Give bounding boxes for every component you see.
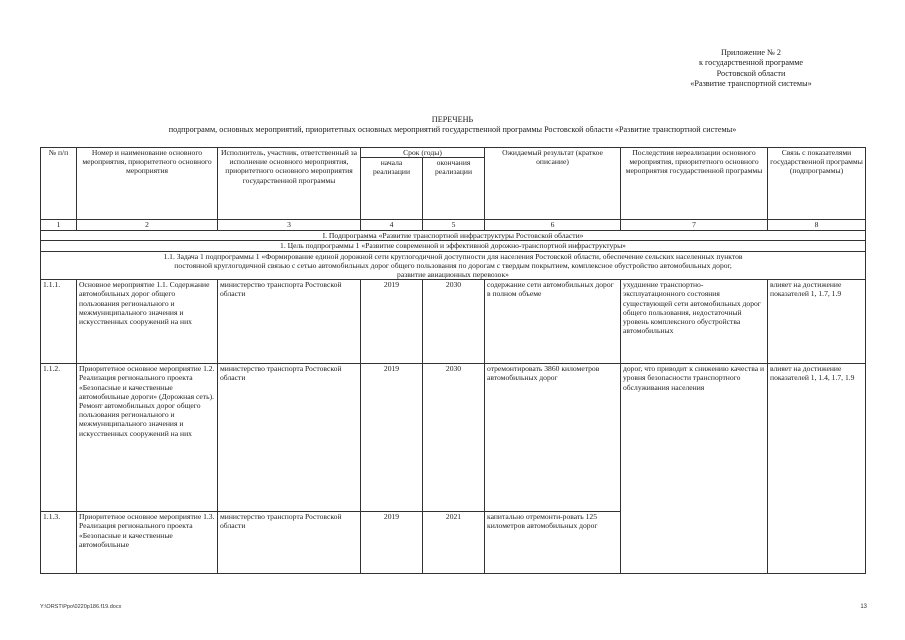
col-number: 2 [77,220,218,231]
row-num: 1.1.1. [41,280,77,364]
page-number: 13 [860,604,867,610]
document-title [40,115,865,135]
row-result: отремонтировать 3860 километров автомобильных дорог [485,364,621,512]
row-name: Приоритетное основное мероприятие 1.3. Реализация регионального проекта «Безопасные и качественные автомобильные [77,512,218,574]
row-consequence: ухудшение транспортно-эксплуатационного состояния существующей сети автомобильных дорог общего пользования, недостаточный уровень комплексного обустройства автомобильных [621,280,768,364]
header-num: № п/п [41,148,77,220]
header-consequence: Последствия нереализации основного мероприятия, приоритетного основного мероприятия государственной программы [621,148,768,220]
task-text: 1.1. Задача 1 подпрограммы 1 «Формирование единой дорожной сети круглогодичной доступности для населения Ростовской области, обеспечение сельских населенных пунктов постоянной круглогодичной связью с сетью автомобильных дорог общего пользования по дорогам с твердым покрытием, комплексное обустройство автомобильных дорог, развитие авиационных перевозок» [163,251,743,280]
header-term: Срок (годы) [361,148,485,158]
col-number: 8 [768,220,866,231]
row-start: 2019 [361,280,423,364]
appendix-line-4: «Развитие транспортной системы» [690,79,812,89]
appendix-line-1: Приложение № 2 [721,48,781,57]
measures-table [40,147,866,574]
row-end: 2021 [423,512,485,574]
title-heading: ПЕРЕЧЕНЬ [431,115,474,124]
row-executor: министерство транспорта Ростовской области [218,280,361,364]
table-row [41,280,866,364]
col-number: 4 [361,220,423,231]
row-result: капитально отремонти-ровать 125 километров автомобильных дорог [485,512,621,574]
header-end: окончания реализации [423,158,485,220]
subprogram-title: I. Подпрограмма «Развитие транспортной инфраструктуры Ростовской области» [41,231,866,241]
appendix-block [641,48,861,90]
subprogram-row [41,231,866,241]
header-row [41,148,866,158]
header-name: Номер и наименование основного мероприятия, приоритетного основного мероприятия [77,148,218,220]
col-number: 7 [621,220,768,231]
header-start: начала реализации [361,158,423,220]
goal-title: 1. Цель подпрограммы 1 «Развитие современной и эффективной дорожно-транспортной инфраструктуры» [41,241,866,251]
table-row [41,364,866,512]
row-end: 2030 [423,280,485,364]
row-consequence: дорог, что приводит к снижению качества и уровня безопасности транспортного обслуживания населения [621,364,768,574]
column-numbers-row [41,220,866,231]
row-result: содержание сети автомобильных дорог в полном объеме [485,280,621,364]
title-subheading: подпрограмм, основных мероприятий, приоритетных основных мероприятий государственной программы Ростовской области «Развитие транспортной системы» [168,125,737,134]
col-number: 3 [218,220,361,231]
row-name: Приоритетное основное мероприятие 1.2. Реализация регионального проекта «Безопасные и качественные автомобильные дороги» (Дорожная сеть). Ремонт автомобильных дорог общего пользования регионального и межмуниципального значения и искусственных сооружений на них [77,364,218,512]
header-link: Связь с показателями государственной программы (подпрограммы) [768,148,866,220]
row-executor: министерство транспорта Ростовской области [218,364,361,512]
task-row [41,251,866,280]
row-link: влияет на достижение показателей 1, 1.4, 1.7, 1.9 [768,364,866,574]
col-number: 6 [485,220,621,231]
col-number: 5 [423,220,485,231]
row-end: 2030 [423,364,485,512]
col-number: 1 [41,220,77,231]
header-executor: Исполнитель, участник, ответственный за исполнение основного мероприятия, приоритетного основного мероприятия государственной программы [218,148,361,220]
row-start: 2019 [361,364,423,512]
row-executor: министерство транспорта Ростовской области [218,512,361,574]
task-title [41,251,866,280]
goal-row [41,241,866,251]
header-result: Ожидаемый результат (краткое описание) [485,148,621,220]
row-name: Основное мероприятие 1.1. Содержание автомобильных дорог общего пользования регионального и межмуниципального значения и искусственных сооружений на них [77,280,218,364]
row-link: влияет на достижение показателей 1, 1.7, 1.9 [768,280,866,364]
appendix-line-2: к государственной программе [698,58,804,68]
appendix-line-3: Ростовской области [716,68,786,78]
file-path: Y:\ORST\Ppo\0220p186.f19.docx [40,604,122,610]
row-num: 1.1.3. [41,512,77,574]
row-num: 1.1.2. [41,364,77,512]
row-start: 2019 [361,512,423,574]
